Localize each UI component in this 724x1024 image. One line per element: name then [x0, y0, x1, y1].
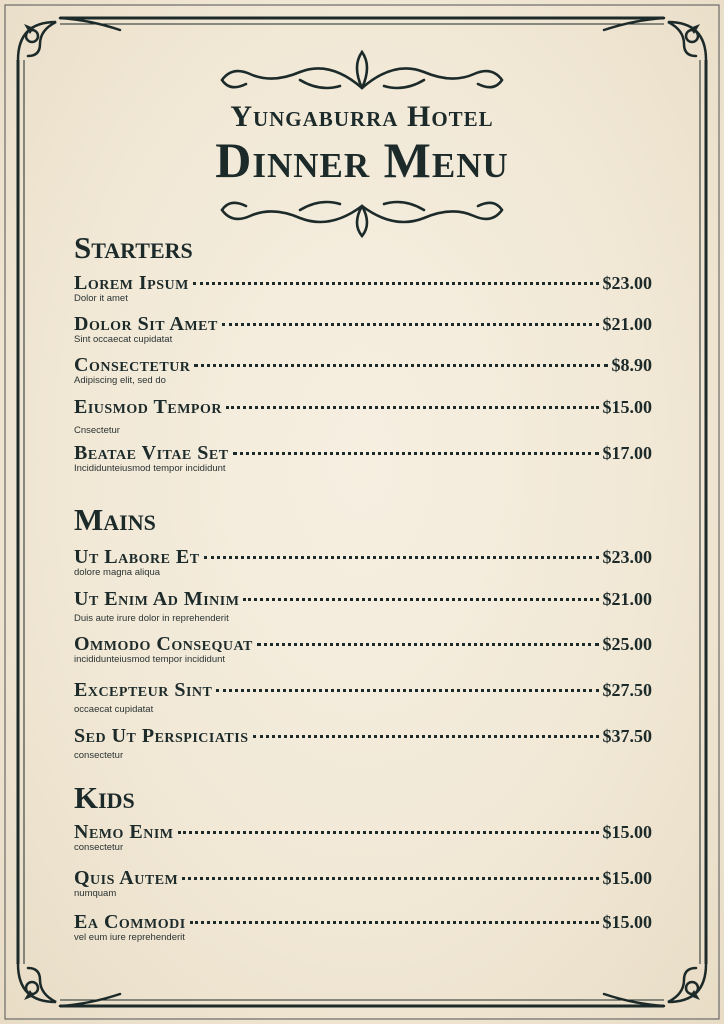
item-price: $15.00	[602, 822, 652, 842]
menu-item	[74, 588, 652, 624]
dot-leader	[226, 406, 599, 409]
item-name: Consectetur	[74, 354, 191, 376]
section-title-starters: Starters	[74, 230, 193, 265]
menu-title: Dinner Menu	[215, 132, 509, 188]
item-name: Beatae Vitae Set	[74, 442, 229, 464]
menu-item	[74, 725, 652, 761]
dot-leader	[233, 452, 599, 455]
item-name: Ommodo Consequat	[74, 633, 253, 655]
item-price: $17.00	[602, 443, 652, 463]
item-description: Dolor it amet	[74, 293, 128, 304]
item-price: $8.90	[611, 355, 652, 375]
item-price: $23.00	[602, 547, 652, 567]
dot-leader	[178, 831, 599, 834]
dot-leader	[204, 556, 599, 559]
item-description: Incididunteiusmod tempor incididunt	[74, 463, 226, 474]
item-name: Excepteur Sint	[74, 679, 213, 701]
menu-item	[74, 867, 652, 899]
item-description: incididunteiusmod tempor incididunt	[74, 654, 226, 665]
menu-item	[74, 313, 652, 345]
item-name: Sed Ut Perspiciatis	[74, 725, 249, 747]
dot-leader	[182, 877, 598, 880]
menu-header	[0, 44, 724, 186]
item-description: Duis aute irure dolor in reprehenderit	[74, 613, 229, 624]
menu-item	[74, 272, 652, 304]
menu-item	[74, 396, 652, 436]
dot-leader	[253, 735, 599, 738]
menu-item	[74, 821, 652, 853]
item-description: dolore magna aliqua	[74, 567, 161, 578]
dot-leader	[257, 643, 599, 646]
item-description: Adipiscing elit, sed do	[74, 375, 166, 386]
item-name: Ut Enim Ad Minim	[74, 588, 240, 610]
menu-item	[74, 354, 652, 386]
item-description: Sint occaecat cupidatat	[74, 334, 173, 345]
item-description: consectetur	[74, 842, 124, 853]
item-price: $15.00	[602, 868, 652, 888]
section-title-mains: Mains	[74, 502, 156, 537]
menu-item	[74, 546, 652, 578]
item-price: $21.00	[602, 589, 652, 609]
item-price: $27.50	[602, 680, 652, 700]
item-description: vel eum iure reprehenderit	[74, 932, 185, 943]
item-price: $25.00	[602, 634, 652, 654]
item-name: Quis Autem	[74, 867, 179, 889]
item-name: Eiusmod Tempor	[74, 396, 222, 418]
menu-item	[74, 442, 652, 474]
item-price: $23.00	[602, 273, 652, 293]
dot-leader	[243, 598, 598, 601]
menu-item	[74, 633, 652, 665]
item-name: Nemo Enim	[74, 821, 174, 843]
item-name: Ut Labore Et	[74, 546, 200, 568]
menu-item	[74, 679, 652, 715]
item-description: Cnsectetur	[74, 425, 120, 436]
item-price: $15.00	[602, 397, 652, 417]
dot-leader	[193, 282, 599, 285]
section-title-kids: Kids	[74, 780, 135, 815]
item-name: Lorem Ipsum	[74, 272, 189, 294]
item-price: $21.00	[602, 314, 652, 334]
item-description: consectetur	[74, 750, 124, 761]
dot-leader	[194, 364, 607, 367]
item-description: occaecat cupidatat	[74, 704, 154, 715]
hotel-name: Yungaburra Hotel	[230, 100, 494, 133]
dot-leader	[190, 921, 599, 924]
dot-leader	[222, 323, 599, 326]
item-price: $37.50	[602, 726, 652, 746]
item-name: Ea Commodi	[74, 911, 186, 933]
menu-item	[74, 911, 652, 943]
item-price: $15.00	[602, 912, 652, 932]
item-name: Dolor Sit Amet	[74, 313, 218, 335]
item-description: numquam	[74, 888, 117, 899]
dot-leader	[216, 689, 598, 692]
